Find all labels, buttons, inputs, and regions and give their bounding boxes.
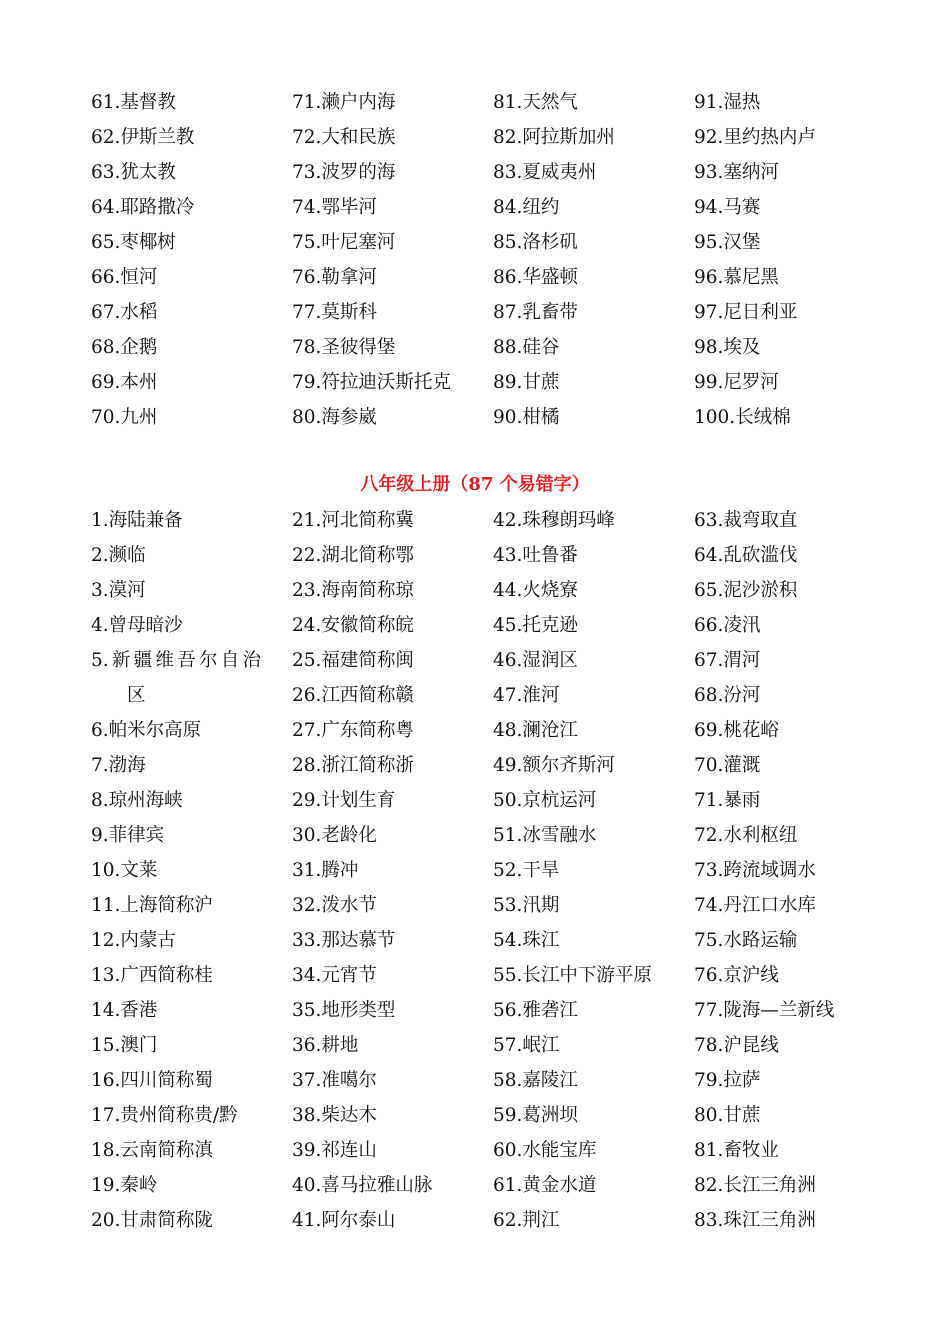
list-item: 65.枣椰树 [91, 232, 176, 253]
list-item: 23.海南简称琼 [292, 580, 414, 601]
list-item: 76.勒拿河 [292, 267, 377, 288]
list-item: 43.吐鲁番 [493, 545, 578, 566]
list-item: 89.甘蔗 [493, 372, 560, 393]
list-item: 4.曾母暗沙 [91, 615, 183, 636]
list-item: 38.柴达木 [292, 1105, 377, 1126]
list-item: 64.乱砍滥伐 [694, 545, 798, 566]
top-column-3 [493, 85, 694, 435]
list-item-wrapped [91, 643, 292, 713]
list-item: 54.珠江 [493, 930, 560, 951]
list-item: 41.阿尔泰山 [292, 1210, 396, 1231]
list-item: 94.马赛 [694, 197, 761, 218]
list-item: 51.冰雪融水 [493, 825, 597, 846]
list-item: 80.甘蔗 [694, 1105, 761, 1126]
list-item: 77.陇海—兰新线 [694, 1000, 835, 1021]
list-item-line-1: 5.新疆维吾尔自治 [91, 650, 261, 671]
top-term-list [91, 85, 895, 435]
list-item: 19.秦岭 [91, 1175, 158, 1196]
list-item: 66.凌汛 [694, 615, 761, 636]
list-item: 59.葛洲坝 [493, 1105, 578, 1126]
bottom-column-1 [91, 503, 292, 1238]
list-item: 95.汉堡 [694, 232, 761, 253]
list-item: 32.泼水节 [292, 895, 377, 916]
list-item: 9.菲律宾 [91, 825, 165, 846]
list-item: 58.嘉陵江 [493, 1070, 578, 1091]
list-item: 65.泥沙淤积 [694, 580, 798, 601]
list-item: 82.阿拉斯加州 [493, 127, 615, 148]
list-item: 62.荆江 [493, 1210, 560, 1231]
list-item: 50.京杭运河 [493, 790, 597, 811]
list-item: 56.雅砻江 [493, 1000, 578, 1021]
list-item: 78.圣彼得堡 [292, 337, 396, 358]
list-item: 26.江西简称赣 [292, 685, 414, 706]
section-title: 八年级上册（87 个易错字） [360, 474, 590, 495]
list-item: 33.那达慕节 [292, 930, 396, 951]
list-item: 98.埃及 [694, 337, 761, 358]
list-item: 96.慕尼黑 [694, 267, 779, 288]
list-item: 13.广西简称桂 [91, 965, 213, 986]
bottom-term-list [91, 503, 895, 1238]
list-item: 6.帕米尔高原 [91, 720, 202, 741]
list-item: 81.天然气 [493, 92, 578, 113]
list-item: 74.丹江口水库 [694, 895, 816, 916]
list-item: 88.硅谷 [493, 337, 560, 358]
list-item: 25.福建简称闽 [292, 650, 414, 671]
bottom-column-3 [493, 503, 694, 1238]
list-item: 55.长江中下游平原 [493, 965, 652, 986]
list-item: 93.塞纳河 [694, 162, 779, 183]
list-item: 69.本州 [91, 372, 158, 393]
list-item: 75.叶尼塞河 [292, 232, 396, 253]
top-column-2 [292, 85, 493, 435]
list-item: 1.海陆兼备 [91, 510, 183, 531]
list-item: 7.渤海 [91, 755, 146, 776]
list-item: 24.安徽简称皖 [292, 615, 414, 636]
list-item: 62.伊斯兰教 [91, 127, 195, 148]
list-item: 60.水能宝库 [493, 1140, 597, 1161]
list-item: 44.火烧寮 [493, 580, 578, 601]
list-item: 16.四川简称蜀 [91, 1070, 213, 1091]
list-item: 71.暴雨 [694, 790, 761, 811]
list-item: 28.浙江简称浙 [292, 755, 414, 776]
list-item: 20.甘肃简称陇 [91, 1210, 213, 1231]
list-item: 12.内蒙古 [91, 930, 176, 951]
list-item: 72.大和民族 [292, 127, 396, 148]
list-item: 42.珠穆朗玛峰 [493, 510, 615, 531]
list-item: 2.濒临 [91, 545, 146, 566]
list-item: 76.京沪线 [694, 965, 779, 986]
list-item: 70.灌溉 [694, 755, 761, 776]
list-item: 97.尼日利亚 [694, 302, 798, 323]
list-item: 61.基督教 [91, 92, 176, 113]
list-item: 63.犹太教 [91, 162, 176, 183]
list-item: 75.水路运输 [694, 930, 798, 951]
list-item: 21.河北简称冀 [292, 510, 414, 531]
list-item: 68.企鹅 [91, 337, 158, 358]
list-item: 99.尼罗河 [694, 372, 779, 393]
list-item-line-2: 区 [127, 685, 146, 706]
list-item: 53.汛期 [493, 895, 560, 916]
list-item: 57.岷江 [493, 1035, 560, 1056]
list-item: 66.恒河 [91, 267, 158, 288]
list-item: 67.水稻 [91, 302, 158, 323]
list-item: 40.喜马拉雅山脉 [292, 1175, 433, 1196]
list-item: 84.纽约 [493, 197, 560, 218]
list-item: 47.淮河 [493, 685, 560, 706]
top-column-4 [694, 85, 895, 435]
list-item: 80.海参崴 [292, 407, 377, 428]
list-item: 72.水利枢纽 [694, 825, 798, 846]
list-item: 39.祁连山 [292, 1140, 377, 1161]
list-item: 31.腾冲 [292, 860, 359, 881]
list-item: 81.畜牧业 [694, 1140, 779, 1161]
list-item: 36.耕地 [292, 1035, 359, 1056]
list-item: 83.夏威夷州 [493, 162, 597, 183]
list-item: 8.琼州海峡 [91, 790, 183, 811]
list-item: 11.上海简称沪 [91, 895, 213, 916]
list-item: 83.珠江三角洲 [694, 1210, 816, 1231]
list-item: 22.湖北简称鄂 [292, 545, 414, 566]
list-item: 87.乳畜带 [493, 302, 578, 323]
list-item: 46.湿润区 [493, 650, 578, 671]
list-item: 79.符拉迪沃斯托克 [292, 372, 451, 393]
list-item: 48.澜沧江 [493, 720, 578, 741]
list-item: 15.澳门 [91, 1035, 158, 1056]
list-item: 71.濑户内海 [292, 92, 396, 113]
list-item: 14.香港 [91, 1000, 158, 1021]
list-item: 61.黄金水道 [493, 1175, 597, 1196]
list-item: 35.地形类型 [292, 1000, 396, 1021]
list-item: 73.波罗的海 [292, 162, 396, 183]
list-item: 74.鄂毕河 [292, 197, 377, 218]
list-item: 3.漠河 [91, 580, 146, 601]
list-item: 70.九州 [91, 407, 158, 428]
list-item: 52.干旱 [493, 860, 560, 881]
list-item: 86.华盛顿 [493, 267, 578, 288]
list-item: 69.桃花峪 [694, 720, 779, 741]
list-item: 18.云南简称滇 [91, 1140, 213, 1161]
bottom-column-2 [292, 503, 493, 1238]
list-item: 73.跨流域调水 [694, 860, 816, 881]
bottom-column-4 [694, 503, 895, 1238]
list-item: 90.柑橘 [493, 407, 560, 428]
list-item: 77.莫斯科 [292, 302, 377, 323]
list-item: 78.沪昆线 [694, 1035, 779, 1056]
list-item: 49.额尔齐斯河 [493, 755, 615, 776]
list-item: 17.贵州简称贵/黔 [91, 1105, 238, 1126]
list-item: 30.老龄化 [292, 825, 377, 846]
list-item: 82.长江三角洲 [694, 1175, 816, 1196]
list-item: 68.汾河 [694, 685, 761, 706]
list-item: 79.拉萨 [694, 1070, 761, 1091]
list-item: 37.准噶尔 [292, 1070, 377, 1091]
list-item: 64.耶路撒冷 [91, 197, 195, 218]
list-item: 29.计划生育 [292, 790, 396, 811]
list-item: 10.文莱 [91, 860, 158, 881]
top-column-1 [91, 85, 292, 435]
list-item: 85.洛杉矶 [493, 232, 578, 253]
list-item: 100.长绒棉 [694, 407, 791, 428]
list-item: 27.广东简称粤 [292, 720, 414, 741]
list-item: 45.托克逊 [493, 615, 578, 636]
list-item: 67.渭河 [694, 650, 761, 671]
list-item: 34.元宵节 [292, 965, 377, 986]
list-item: 63.裁弯取直 [694, 510, 798, 531]
list-item: 91.湿热 [694, 92, 761, 113]
list-item: 92.里约热内卢 [694, 127, 816, 148]
